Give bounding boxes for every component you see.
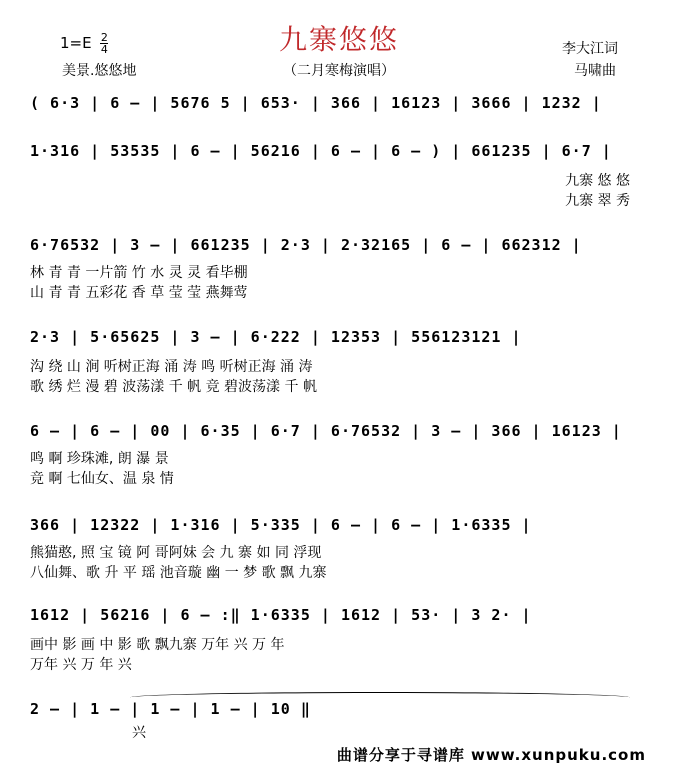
lyric-verse-1: 九寨 悠 悠 bbox=[565, 173, 630, 189]
time-top: 2 bbox=[100, 31, 108, 44]
notation-line: 1612 | 56216 | 6 – :‖ 1·6335 | 1612 | 53· | 3 2· | bbox=[30, 606, 532, 624]
key-signature bbox=[60, 32, 108, 55]
lyric-verse-2: 竞 啊 七仙女、温 泉 情 bbox=[30, 471, 174, 487]
key-text: 1=E bbox=[60, 34, 92, 52]
lyric-verse-2: 九寨 翠 秀 bbox=[565, 193, 630, 209]
lyric-verse-1: 沟 绕 山 涧 听树正海 涌 涛 鸣 听树正海 涌 涛 bbox=[30, 359, 313, 375]
lyric-verse-2: 歌 绣 烂 漫 碧 波荡漾 千 帆 竞 碧波荡漾 千 帆 bbox=[30, 379, 317, 395]
song-title: 九寨悠悠 bbox=[278, 23, 399, 56]
lyric-verse-1: 林 青 青 一片箭 竹 水 灵 灵 看毕棚 bbox=[30, 265, 248, 281]
time-signature bbox=[100, 32, 108, 55]
source-watermark: 曲谱分享于寻谱库 www.xunpuku.com bbox=[336, 746, 646, 764]
notation-line: 6 – | 6 – | 00 | 6·35 | 6·7 | 6·76532 | 3 – | 366 | 16123 | bbox=[30, 422, 622, 440]
lyric-verse-2: 八仙舞、歌 升 平 瑶 池音璇 幽 一 梦 歌 飘 九寨 bbox=[30, 565, 327, 581]
time-bottom: 4 bbox=[100, 43, 108, 56]
lyric-verse-1: 画中 影 画 中 影 歌 飘九寨 万年 兴 万 年 bbox=[30, 637, 285, 653]
album-label: 美景.悠悠地 bbox=[62, 63, 137, 79]
notation-line: ( 6·3 | 6 – | 5676 5 | 653· | 366 | 16123 | 3666 | 1232 | bbox=[30, 94, 602, 112]
notation-line: 1·316 | 53535 | 6 – | 56216 | 6 – | 6 – ) | 661235 | 6·7 | bbox=[30, 142, 612, 160]
notation-line: 366 | 12322 | 1·316 | 5·335 | 6 – | 6 – | 1·6335 | bbox=[30, 516, 532, 534]
composer-credit: 马啸曲 bbox=[574, 63, 616, 79]
notation-line: 2 – | 1 – | 1 – | 1 – | 10 ‖ bbox=[30, 700, 311, 718]
lyric-verse-2: 万年 兴 万 年 兴 bbox=[30, 657, 132, 673]
lyricist-credit: 李大江词 bbox=[562, 41, 618, 57]
lyric-verse-2: 山 青 青 五彩花 香 草 莹 莹 燕舞莺 bbox=[30, 285, 248, 301]
lyric-verse-1: 熊猫憨, 照 宝 镜 阿 哥阿妹 会 九 寨 如 同 浮现 bbox=[30, 545, 322, 561]
notation-line: 2·3 | 5·65625 | 3 – | 6·222 | 12353 | 556123121 | bbox=[30, 328, 522, 346]
lyric-verse-1: 兴 bbox=[132, 725, 146, 741]
lyric-verse-1: 鸣 啊 珍珠滩, 朗 瀑 景 bbox=[30, 451, 169, 467]
performer-subtitle: （二月寒梅演唱） bbox=[283, 63, 395, 79]
notation-line: 6·76532 | 3 – | 661235 | 2·3 | 2·32165 | 6 – | 662312 | bbox=[30, 236, 582, 254]
